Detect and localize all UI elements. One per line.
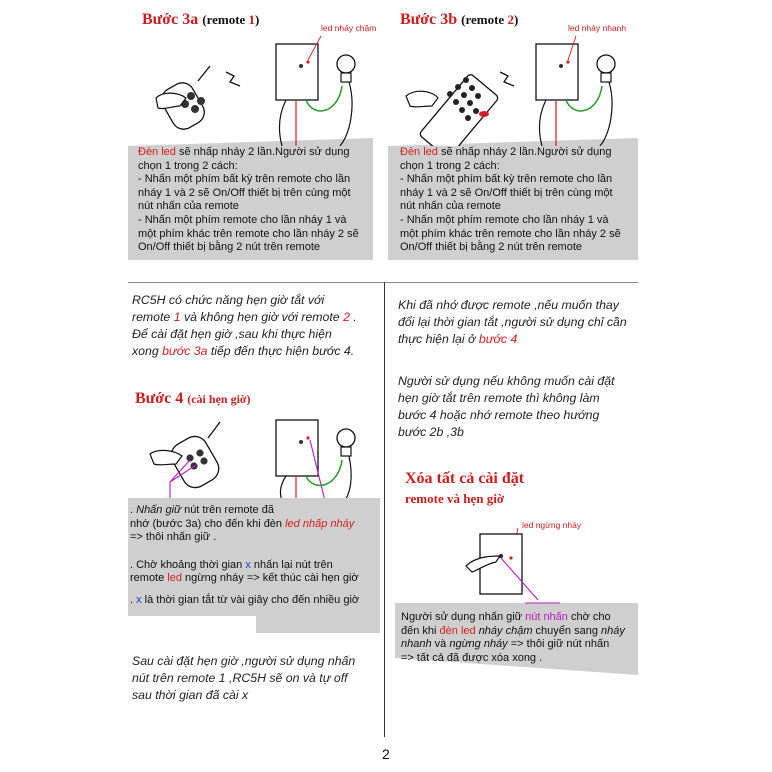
step3a-heading: Bước 3a (remote 1) <box>142 11 260 28</box>
step3a-illustration <box>128 36 373 146</box>
step4-heading: Bước 4 (cài hẹn giờ) <box>135 390 251 407</box>
reset-illustration <box>388 520 638 600</box>
step3b-heading: Bước 3b (remote 2) <box>400 11 519 28</box>
after-timer-text: Sau cài đặt hẹn giờ ,người sử dụng nhấn nút trên remote 1 ,RC5H sẽ on và tự off sau thời gian đã cài x <box>132 654 356 702</box>
step3b-illustration <box>388 36 638 146</box>
light-bulb-icon <box>337 55 355 82</box>
vertical-divider <box>384 282 385 737</box>
step3b-text: Đèn led sẽ nhấp nháy 2 lần.Người sử dụng chọn 1 trong 2 cách: - Nhấn một phím bất kỳ trên remote cho lần nháy 1 và 2 sẽ On/Off thiết bị trên cùng một nút nhấn của remote - Nhấn một phím remote cho lần nháy 1 và một phím khác trên remote cho lần nháy 2 sẽ On/Off thiết bị bằng 2 nút trên remote <box>400 146 621 254</box>
step3a-led-label: led nháy chậm <box>321 23 377 33</box>
page-number: 2 <box>382 746 390 762</box>
step3b-led-label: led nháy nhanh <box>568 23 627 33</box>
hand-icon <box>406 91 438 107</box>
reset-text: Người sử dụng nhấn giữ nút nhấn chờ cho đến khi đèn led nháy chậm chuyển sang nháy nhanh và ngừng nháy => thôi giữ nút nhấn => tất cả đã được xóa xong . <box>401 611 625 664</box>
light-bulb-icon <box>337 429 355 456</box>
step4-illustration <box>128 410 378 505</box>
receiver-box <box>536 44 578 100</box>
signal-icon <box>226 72 240 86</box>
reset-subheading: remote và hẹn giờ <box>405 491 505 506</box>
step4-text: . Nhấn giữ nút trên remote đã nhớ (bước 3a) cho đến khi đèn led nhấp nháy => thôi nhấn giữ . . Chờ khoảng thời gian x nhấn lại nút trên remote led ngừng nháy => kết thúc cài hẹn giờ . x là thời gian tắt từ vài giây cho đến nhiều giờ <box>130 504 360 606</box>
reset-led-label: led ngừng nháy <box>522 520 582 530</box>
hand-icon <box>150 450 182 465</box>
top-divider <box>128 282 638 283</box>
reset-heading: Xóa tất cả cài đặt <box>405 470 525 487</box>
step3a-text: Đèn led sẽ nhấp nháy 2 lần.Người sử dụng chọn 1 trong 2 cách: - Nhấn một phím bất kỳ trên remote cho lần nháy 1 và 2 sẽ On/Off thiết bị trên cùng một nút nhấn của remote - Nhấn một phím remote cho lần nháy 1 và một phím khác trên remote cho lần nháy 2 sẽ On/Off thiết bị bằng 2 nút trên remote <box>138 146 359 254</box>
no-timer-text: Người sử dụng nếu không muốn cài đặt hẹn giờ tắt trên remote thì không làm bước 4 hoặc nhớ remote theo hướng bước 2b ,3b <box>398 374 615 439</box>
signal-icon <box>500 72 514 86</box>
timer-intro-text: RC5H có chức năng hẹn giờ tắt với remote 1 và không hẹn giờ với remote 2 . Để cài đặt hẹn giờ ,sau khi thực hiện xong bước 3a tiếp đến thực hiện bước 4. <box>132 293 357 358</box>
change-time-text: Khi đã nhớ được remote ,nếu muốn thay đổi lại thời gian tắt ,người sử dụng chỉ cần thực hiện lại ở bước 4 <box>398 298 627 346</box>
light-bulb-icon <box>597 55 615 82</box>
